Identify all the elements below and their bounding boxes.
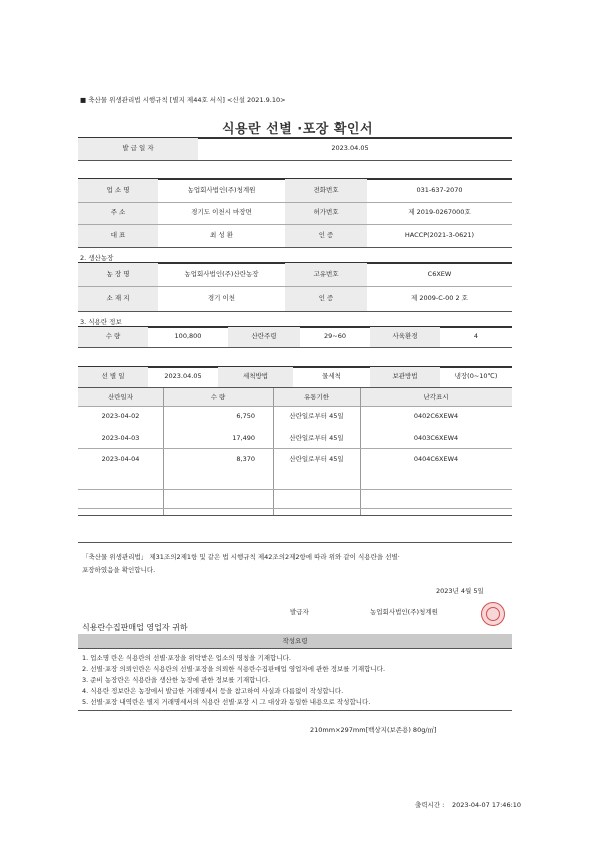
select-date: 2023.04.05 <box>164 372 202 380</box>
note-item: 4. 식용란 정보란은 농장에서 발급한 거래명세서 등을 참고하여 사실과 다름없이 작성합니다. <box>82 687 344 695</box>
print-time-label: 출력시간 : <box>415 801 445 809</box>
row-qty: 8,370 <box>236 455 255 463</box>
row-shell-mark: 0402C6XEW4 <box>413 412 459 420</box>
row-laying-date: 2023-04-02 <box>101 412 140 420</box>
farm-name-label: 농 장 명 <box>106 270 130 278</box>
phone-label: 전화번호 <box>313 186 339 194</box>
wash-method: 물세척 <box>322 372 341 380</box>
confirm-line-1: 「축산물 위생관리법」 제31조의2제1항 및 같은 법 시행규칙 제42조의2제2항에 따라 위와 같이 식용란을 선별· <box>82 553 400 561</box>
page-title: 식용란 선별 ·포장 확인서 <box>221 122 374 137</box>
note-item: 3. 준비 농장란은 식용란을 생산한 농장에 관한 정보를 기재합니다. <box>82 676 271 684</box>
note-item: 1. 업소명 란은 식용란의 선별·포장을 위탁받은 업소의 명칭을 기재합니다. <box>82 654 291 662</box>
farm-addr-label: 소 재 지 <box>106 294 130 302</box>
row-expiry: 산란일로부터 45일 <box>289 412 344 420</box>
row-expiry: 산란일로부터 45일 <box>289 434 344 442</box>
store-method-label: 보관방법 <box>392 372 418 380</box>
egg-qty: 100,800 <box>174 332 202 340</box>
paper-spec: 210mm×297mm[백상지(보존용) 80g/㎡] <box>310 726 437 734</box>
phone-value: 031-637-2070 <box>416 186 463 194</box>
wash-method-label: 세척방법 <box>242 372 269 380</box>
row-laying-date: 2023-04-04 <box>101 455 140 463</box>
farm-cert: 제 2009-C-00 2 호 <box>411 294 468 302</box>
farm-code-label: 고유번호 <box>313 270 339 278</box>
breed-env: 4 <box>473 332 479 340</box>
print-time: 2023-04-07 17:46:10 <box>452 801 522 809</box>
notes-title: 작성요령 <box>282 637 308 645</box>
form-reference: ■ 축산물 위생관리법 시행규칙 [별지 제44호 서식] <신설 2021.9.10> <box>80 96 286 104</box>
row-shell-mark: 0404C6XEW4 <box>413 455 459 463</box>
col-laying-date: 산란일자 <box>107 393 134 401</box>
issue-date-label: 발 급 일 자 <box>122 144 154 152</box>
laying-age-label: 산란주령 <box>251 332 277 340</box>
confirm-date: 2023년 4월 5일 <box>436 587 484 595</box>
business-addr-label: 주 소 <box>110 208 126 216</box>
permit-value: 제 2019-0267000호 <box>408 208 471 216</box>
issue-date: 2023.04.05 <box>331 144 369 152</box>
business-name-label: 업 소 명 <box>106 186 130 194</box>
rep-label: 대 표 <box>110 231 126 239</box>
section-egg-title: 3. 식용란 정보 <box>80 318 122 326</box>
section-farm-title: 2. 생산농장 <box>80 254 114 262</box>
farm-name: 농업회사법인(주)산란농장 <box>184 270 259 278</box>
store-method: 냉장(0~10℃) <box>454 372 498 380</box>
breed-env-label: 사육환경 <box>392 332 418 340</box>
row-qty: 17,490 <box>232 434 255 442</box>
row-qty: 6,750 <box>236 412 255 420</box>
note-item: 5. 선별·포장 내역란은 별지 거래명세서의 식용란 선별·포장 시 그 대상과 동일한 내용으로 작성합니다. <box>82 698 371 706</box>
permit-label: 허가번호 <box>313 208 339 216</box>
col-qty: 수 량 <box>210 393 226 401</box>
cert-value: HACCP(2021-3-0621) <box>404 231 475 239</box>
select-date-label: 선 별 일 <box>101 372 125 380</box>
cert-label: 인 증 <box>318 231 334 239</box>
row-shell-mark: 0403C6XEW4 <box>413 434 459 442</box>
note-item: 2. 선별·포장 의뢰인란은 식용란의 선별·포장을 의뢰한 식용란수집판매업 영업자에 관한 정보를 기재합니다. <box>82 665 386 673</box>
business-name: 농업회사법인(주)청계원 <box>187 186 256 194</box>
issuer-label: 발급자 <box>290 608 309 616</box>
farm-code: C6XEW <box>427 270 452 278</box>
egg-qty-label: 수 량 <box>105 332 121 340</box>
issuer-name: 농업회사법인(주)청계원 <box>370 608 438 616</box>
col-shell-mark: 난각표시 <box>423 393 449 401</box>
business-addr: 경기도 이천시 마장면 <box>191 208 252 216</box>
farm-cert-label: 인 증 <box>318 294 334 302</box>
farm-addr: 경기 이천 <box>207 294 236 302</box>
row-expiry: 산란일로부터 45일 <box>289 455 344 463</box>
col-expiry: 유통기한 <box>303 393 330 401</box>
rep-value: 최 성 환 <box>210 231 233 239</box>
row-laying-date: 2023-04-03 <box>101 434 140 442</box>
company-seal-icon <box>481 602 505 626</box>
recipient: 식용란수집판매업 영업자 귀하 <box>82 623 188 632</box>
confirm-line-2: 포장하였음을 확인합니다. <box>82 566 156 574</box>
laying-age: 29~60 <box>324 332 346 340</box>
